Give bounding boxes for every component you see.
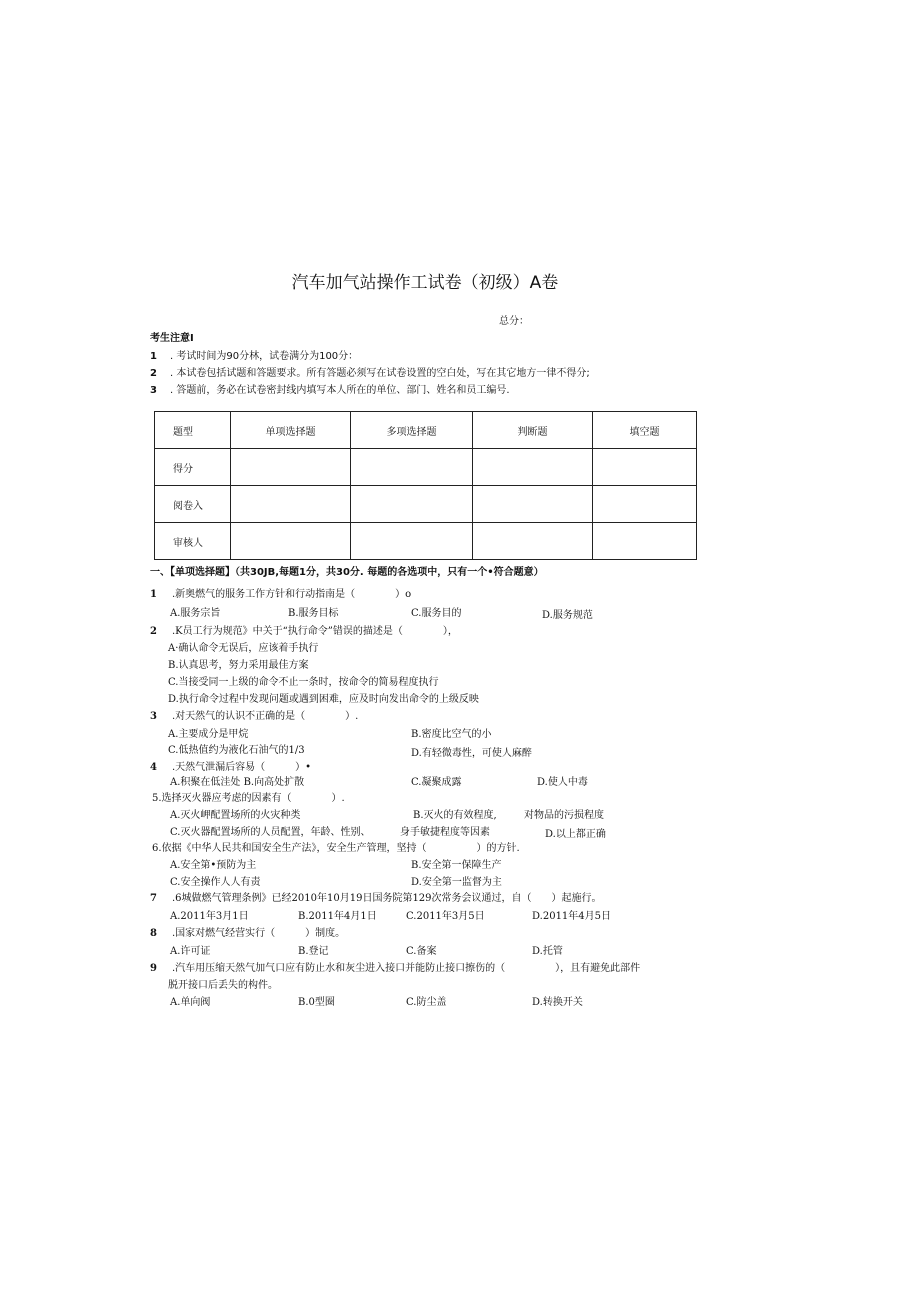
question-number: 8 <box>150 928 157 939</box>
option-c[interactable]: C.当接受同一上级的命令不止一条时，按命令的简易程度执行 <box>168 677 439 688</box>
score-cell[interactable] <box>351 449 473 486</box>
question-6: 6.依据《中华人民共和国安全生产法》，安全生产管理，坚持（ ）的方针. <box>152 843 520 854</box>
table-header-cell: 单项选择题 <box>231 412 351 449</box>
option-d[interactable]: D.托管 <box>532 946 563 957</box>
option-c[interactable]: C.服务目的 <box>411 608 462 619</box>
option-b[interactable]: B.认真思考，努力采用最佳方案 <box>168 660 309 671</box>
notice-item <box>150 347 358 362</box>
question-text: .新奥燃气的服务工作方针和行动指南是（ ）o <box>172 589 412 600</box>
section-heading: 一、【单项选择题】（共30JB,每题1分，共30分. 每题的各选项中，只有一个•符合题意） <box>150 567 544 578</box>
notice-item <box>150 364 590 379</box>
score-cell[interactable] <box>473 523 593 560</box>
option-d[interactable]: D.安全第一监督为主 <box>411 877 502 888</box>
option-d[interactable]: D.执行命令过程中发现问题或遇到困难，应及时向发出命令的上级反映 <box>168 694 479 705</box>
table-row <box>155 449 697 486</box>
score-cell[interactable] <box>231 523 351 560</box>
table-row <box>155 523 697 560</box>
score-cell[interactable] <box>473 449 593 486</box>
question-text: .6城做燃气管理条例》已经2010年10月19日国务院第129次常务会议通过，自（ ）起施行。 <box>172 893 602 904</box>
table-row <box>155 486 697 523</box>
question-text: .汽车用压缩天然气加气口应有防止水和灰尘进入接口并能防止接口擦伤的（ ），且有避免此部件 <box>172 963 641 974</box>
option-a[interactable]: A.灭火岬配置场所的火灾种类 <box>170 810 301 821</box>
total-score-label: 总分： <box>499 316 529 327</box>
option-b[interactable]: B.0型圈 <box>298 997 335 1008</box>
option-c[interactable]: C.安全操作人人有责 <box>170 877 261 888</box>
table-row-label: 阅卷入 <box>155 486 231 523</box>
notice-item-number: 1 <box>150 351 157 362</box>
question-4 <box>150 758 311 773</box>
option-d[interactable]: D.服务规范 <box>542 610 593 621</box>
question-text: .K员工行为规范》中关于“执行命令”错误的描述是（ ）， <box>172 626 458 637</box>
score-cell[interactable] <box>593 449 697 486</box>
question-text: .天然气泄漏后容易（ ）• <box>172 762 312 773</box>
notice-heading: 考生注意I <box>150 333 194 344</box>
option-c-continued: 身手敏捷程度等因素 <box>400 827 490 838</box>
score-cell[interactable] <box>351 486 473 523</box>
option-d[interactable]: D.有轻微毒性，可使人麻醉 <box>411 748 532 759</box>
score-cell[interactable] <box>231 449 351 486</box>
option-c[interactable]: C.2011年3月5日 <box>406 911 485 922</box>
score-table <box>154 411 697 560</box>
table-row-label: 得分 <box>155 449 231 486</box>
option-a[interactable]: A.安全第•预防为主 <box>170 860 257 871</box>
question-9-continued: 脱开接口后丢失的构件。 <box>168 980 278 991</box>
notice-item-text: . 本试卷包括试题和答题要求。所有答题必须写在试卷设置的空白处，写在其它地方一律不得分; <box>170 368 590 379</box>
question-number: 7 <box>150 893 157 904</box>
question-1 <box>150 585 411 600</box>
option-b[interactable]: B.安全第一保障生产 <box>411 860 502 871</box>
table-row-label: 审核人 <box>155 523 231 560</box>
score-cell[interactable] <box>351 523 473 560</box>
option-a[interactable]: A·确认命令无误后，应该着手执行 <box>168 643 319 654</box>
option-a[interactable]: A.主要成分是甲烷 <box>168 729 249 740</box>
option-b[interactable]: B.密度比空气的小 <box>411 729 492 740</box>
option-d[interactable]: D.以上都正确 <box>545 829 606 840</box>
table-header-cell: 判断题 <box>473 412 593 449</box>
option-c[interactable]: C.凝聚成露 <box>411 777 462 788</box>
question-7 <box>150 889 602 904</box>
notice-item-number: 2 <box>150 368 157 379</box>
table-header-cell: 填空题 <box>593 412 697 449</box>
option-d[interactable]: D.使人中毒 <box>537 777 588 788</box>
option-a[interactable]: A.单向阀 <box>170 997 211 1008</box>
option-d[interactable]: D.2011年4月5日 <box>532 911 612 922</box>
option-b[interactable]: B.登记 <box>298 946 329 957</box>
question-number: 2 <box>150 626 157 637</box>
option-b[interactable]: B.2011年4月1日 <box>298 911 377 922</box>
table-header-cell: 题型 <box>155 412 231 449</box>
score-cell[interactable] <box>473 486 593 523</box>
page-title: 汽车加气站操作工试卷（初级）A卷 <box>291 273 559 293</box>
option-c[interactable]: C.低热值约为液化石油气的1/3 <box>168 745 305 756</box>
question-number: 9 <box>150 963 157 974</box>
notice-item-text: . 答题前，务必在试卷密封线内填写本人所在的单位、部门、姓名和员工编号. <box>170 385 510 396</box>
option-a[interactable]: A.服务宗旨 <box>170 608 221 619</box>
option-d[interactable]: D.转换开关 <box>532 997 583 1008</box>
option-c[interactable]: C.备案 <box>406 946 437 957</box>
option-b[interactable]: B.灭火的有效程度, <box>413 810 497 821</box>
option-b-continued: 对物品的污损程度 <box>524 810 604 821</box>
score-cell[interactable] <box>593 486 697 523</box>
question-5: 5.选择灭火器应考虑的因素有（ ）. <box>152 793 345 804</box>
notice-item-text: . 考试时间为90分林，试卷满分为100分： <box>170 351 359 362</box>
table-row <box>155 412 697 449</box>
question-8 <box>150 924 345 939</box>
question-number: 1 <box>150 589 157 600</box>
option-a[interactable]: A.许可证 <box>170 946 211 957</box>
question-9 <box>150 959 640 974</box>
question-text: .国家对燃气经营实行（ ）制度。 <box>172 928 346 939</box>
question-2 <box>150 622 458 637</box>
question-number: 3 <box>150 711 157 722</box>
option-c[interactable]: C.防尘盖 <box>406 997 447 1008</box>
option-c[interactable]: C.灭火器配置场所的人员配置，年龄、性别、 <box>170 827 371 838</box>
score-cell[interactable] <box>231 486 351 523</box>
option-a-b[interactable]: A.积聚在低洼处 B.向高处扩散 <box>170 777 305 788</box>
notice-item-number: 3 <box>150 385 157 396</box>
table-header-cell: 多项选择题 <box>351 412 473 449</box>
question-3 <box>150 707 358 722</box>
question-text: .对天然气的认识不正确的是（ ）. <box>172 711 359 722</box>
option-b[interactable]: B.服务目标 <box>288 608 339 619</box>
question-number: 4 <box>150 762 157 773</box>
notice-item <box>150 381 510 396</box>
score-cell[interactable] <box>593 523 697 560</box>
option-a[interactable]: A.2011年3月1日 <box>170 911 249 922</box>
